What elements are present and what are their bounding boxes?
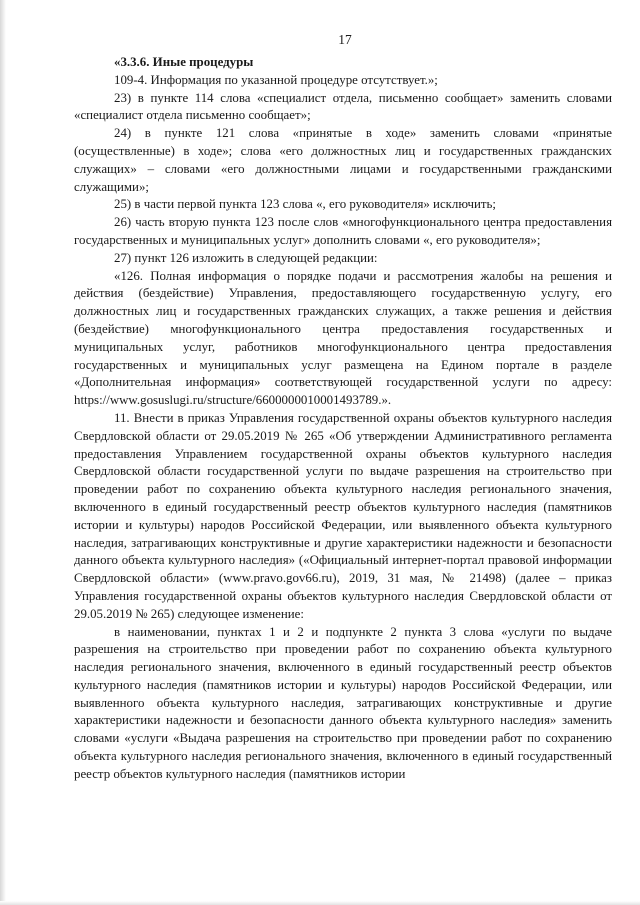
- paragraph: 11. Внести в приказ Управления государственной охраны объектов культурного наследия Свердловской области от 29.05.2019 № 265 «Об утверждении Административного регламента предоставления Управлением государственной охраны объектов культурного наследия Свердловской области государственной услуги по выдаче разрешения на строительство при проведении работ по сохранению объекта культурного наследия регионального значения, включенного в единый государственный реестр объектов культурного наследия (памятников истории и культуры) народов Российской Федерации, или выявленного объекта культурного наследия, затрагивающих конструктивные и другие характеристики надежности и безопасности данного объекта культурного наследия» («Официальный интернет-портал правовой информации Свердловской области» (www.pravo.gov66.ru), 2019, 31 мая, № 21498) (далее – приказ Управления государственной охраны объектов культурного наследия Свердловской области от 29.05.2019 № 265) следующее изменение:: [74, 410, 612, 621]
- scan-bottom-edge: [0, 901, 640, 905]
- scan-left-edge: [0, 0, 6, 905]
- paragraph: 109-4. Информация по указанной процедуре отсутствует.»;: [114, 72, 438, 87]
- paragraph: в наименовании, пунктах 1 и 2 и подпункте 2 пункта 3 слова «услуги по выдаче разрешения на строительство при проведении работ по сохранению объекта культурного наследия регионального значения, включенного в единый государственный реестр объектов культурного наследия (памятников истории и культуры) народов Российской Федерации, или выявленного объекта культурного наследия, затрагивающих конструктивные и другие характеристики надежности и безопасности данного объекта культурного наследия» заменить словами «услуги «Выдача разрешения на строительство при проведении работ по сохранению объекта культурного наследия регионального значения, включенного в единый государственный реестр объектов культурного наследия (памятников истории: [74, 624, 612, 781]
- paragraph: 23) в пункте 114 слова «специалист отдела, письменно сообщает» заменить словами «специалист отдела письменно сообщает»;: [74, 90, 612, 123]
- paragraph: 24) в пункте 121 слова «принятые в ходе» заменить словами «принятые (осуществленные) в ходе»; слова «его должностных лиц и государственных гражданских служащих» – словами «его должностными лицами и государственными гражданскими служащими»;: [74, 126, 612, 194]
- section-heading: «3.3.6. Иные процедуры: [114, 55, 254, 69]
- document-body: [74, 54, 612, 784]
- paragraph: «126. Полная информация о порядке подачи и рассмотрения жалобы на решения и действия (бездействие) Управления, предоставляющего государственную услугу, его должностных лиц и государственных гражданских служащих, а также решения и действия (бездействие) многофункционального центра предоставления государственных и муниципальных услуг, работников многофункционального центра предоставления государственных и муниципальных услуг размещена на Едином портале в разделе «Дополнительная информация» соответствующей государственной услуги по адресу: https://www.gosuslugi.ru/structure/6600000010001493789.».: [74, 268, 612, 408]
- paragraph: 27) пункт 126 изложить в следующей редакции:: [114, 250, 378, 265]
- page-number: 17: [338, 32, 352, 47]
- paragraph: 25) в части первой пункта 123 слова «, его руководителя» исключить;: [114, 197, 496, 212]
- paragraph: 26) часть вторую пункта 123 после слов «многофункционального центра предоставления государственных и муниципальных услуг» дополнить словами «, его руководителя»;: [74, 215, 612, 247]
